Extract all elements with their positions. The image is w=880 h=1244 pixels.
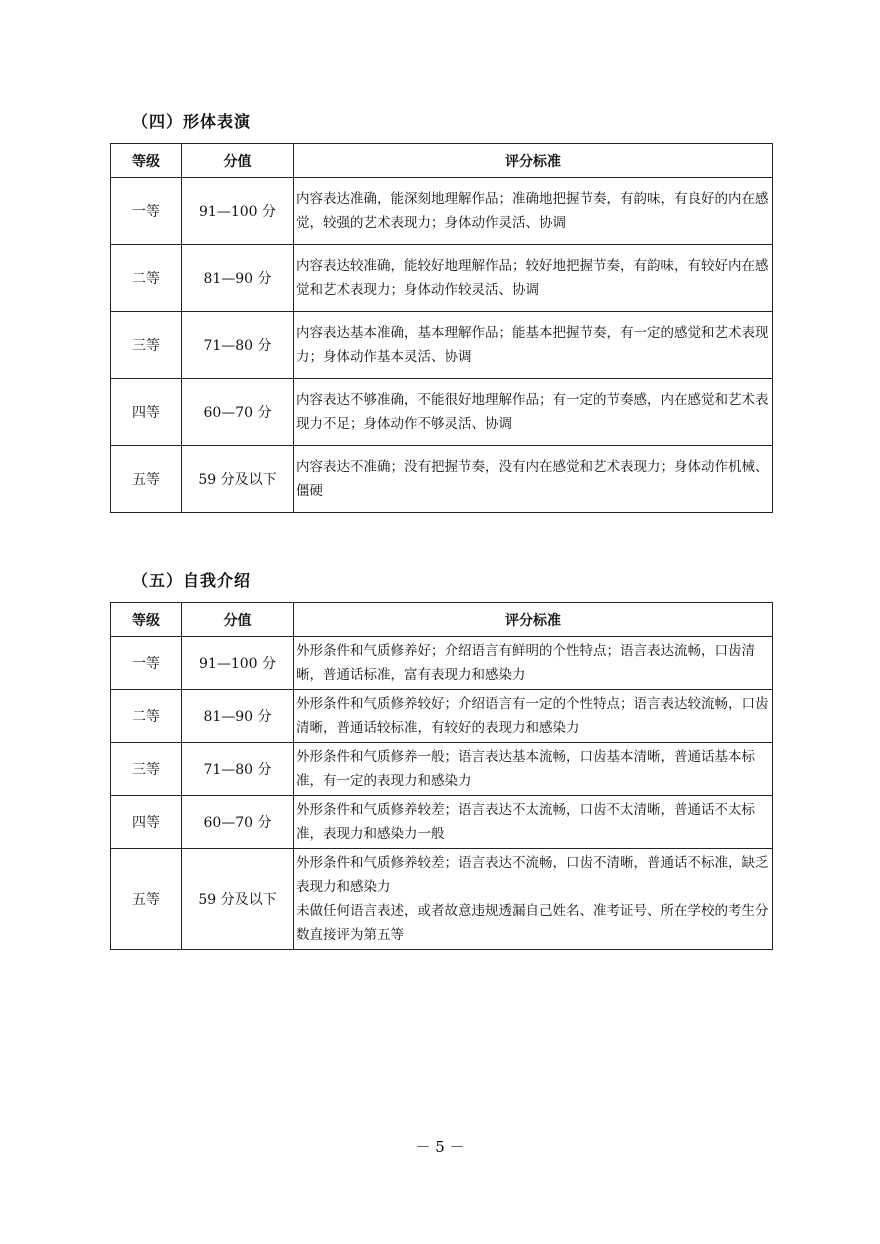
header-score: 分值 <box>182 603 294 637</box>
criteria-text: 内容表达不准确；没有把握节奏，没有内在感觉和艺术表现力；身体动作机械、僵硬 <box>296 459 769 499</box>
table-row <box>111 312 773 379</box>
table-row <box>111 446 773 513</box>
criteria-cell <box>294 312 773 379</box>
criteria-text: 外形条件和气质修养一般；语言表达基本流畅，口齿基本清晰，普通话基本标准，有一定的表现力和感染力 <box>296 749 755 789</box>
grade-cell: 二等 <box>111 245 182 312</box>
header-criteria: 评分标准 <box>294 603 773 637</box>
table-row <box>111 245 773 312</box>
criteria-cell <box>294 637 773 690</box>
score-cell: 59 分及以下 <box>182 446 294 513</box>
table-row <box>111 379 773 446</box>
score-cell: 60—70 分 <box>182 796 294 849</box>
grade-cell: 五等 <box>111 446 182 513</box>
grade-cell: 三等 <box>111 743 182 796</box>
grade-cell: 三等 <box>111 312 182 379</box>
score-cell: 81—90 分 <box>182 690 294 743</box>
criteria-cell <box>294 379 773 446</box>
criteria-text: 外形条件和气质修养较差；语言表达不太流畅，口齿不太清晰，普通话不太标准，表现力和感染力一般 <box>296 802 755 842</box>
score-cell: 71—80 分 <box>182 743 294 796</box>
grade-cell: 五等 <box>111 849 182 950</box>
grade-cell: 二等 <box>111 690 182 743</box>
table-header-row <box>111 603 773 637</box>
criteria-cell <box>294 690 773 743</box>
table-row <box>111 796 773 849</box>
criteria-cell <box>294 796 773 849</box>
criteria-text: 内容表达不够准确，不能很好地理解作品；有一定的节奏感，内在感觉和艺术表现力不足；身体动作不够灵活、协调 <box>296 392 769 432</box>
page-number: － 5 － <box>415 1138 465 1156</box>
criteria-cell <box>294 849 773 950</box>
criteria-text: 外形条件和气质修养好；介绍语言有鲜明的个性特点；语言表达流畅，口齿清晰，普通话标准，富有表现力和感染力 <box>296 643 755 683</box>
score-cell: 60—70 分 <box>182 379 294 446</box>
criteria-cell <box>294 178 773 245</box>
table-row <box>111 178 773 245</box>
table-row <box>111 690 773 743</box>
section-title-self-introduction: （五）自我介绍 <box>132 571 252 590</box>
grading-table-body-performance <box>110 143 773 513</box>
header-grade: 等级 <box>111 144 182 178</box>
criteria-text: 外形条件和气质修养较差；语言表达不流畅，口齿不清晰，普通话不标准，缺乏表现力和感染力 <box>296 855 769 895</box>
criteria-text-extra: 未做任何语言表述，或者故意违规透漏自己姓名、准考证号、所在学校的考生分数直接评为第五等 <box>296 903 769 943</box>
score-cell: 91—100 分 <box>182 178 294 245</box>
table-header-row <box>111 144 773 178</box>
criteria-text: 内容表达准确，能深刻地理解作品；准确地把握节奏，有韵味，有良好的内在感觉，较强的艺术表现力；身体动作灵活、协调 <box>296 191 769 231</box>
table-row <box>111 637 773 690</box>
header-score: 分值 <box>182 144 294 178</box>
score-cell: 71—80 分 <box>182 312 294 379</box>
criteria-text: 内容表达较准确，能较好地理解作品；较好地把握节奏，有韵味，有较好内在感觉和艺术表现力；身体动作较灵活、协调 <box>296 258 769 298</box>
grade-cell: 一等 <box>111 178 182 245</box>
grade-cell: 一等 <box>111 637 182 690</box>
grade-cell: 四等 <box>111 796 182 849</box>
grading-table-self-introduction <box>110 602 773 950</box>
criteria-text: 外形条件和气质修养较好；介绍语言有一定的个性特点；语言表达较流畅，口齿清晰，普通话较标准，有较好的表现力和感染力 <box>296 696 769 736</box>
grade-cell: 四等 <box>111 379 182 446</box>
criteria-cell <box>294 446 773 513</box>
score-cell: 91—100 分 <box>182 637 294 690</box>
header-grade: 等级 <box>111 603 182 637</box>
header-criteria: 评分标准 <box>294 144 773 178</box>
table-row <box>111 849 773 950</box>
criteria-text: 内容表达基本准确，基本理解作品；能基本把握节奏，有一定的感觉和艺术表现力；身体动作基本灵活、协调 <box>296 325 769 365</box>
criteria-cell <box>294 245 773 312</box>
criteria-cell <box>294 743 773 796</box>
score-cell: 59 分及以下 <box>182 849 294 950</box>
section-title-body-performance: （四）形体表演 <box>132 112 252 131</box>
score-cell: 81—90 分 <box>182 245 294 312</box>
table-row <box>111 743 773 796</box>
